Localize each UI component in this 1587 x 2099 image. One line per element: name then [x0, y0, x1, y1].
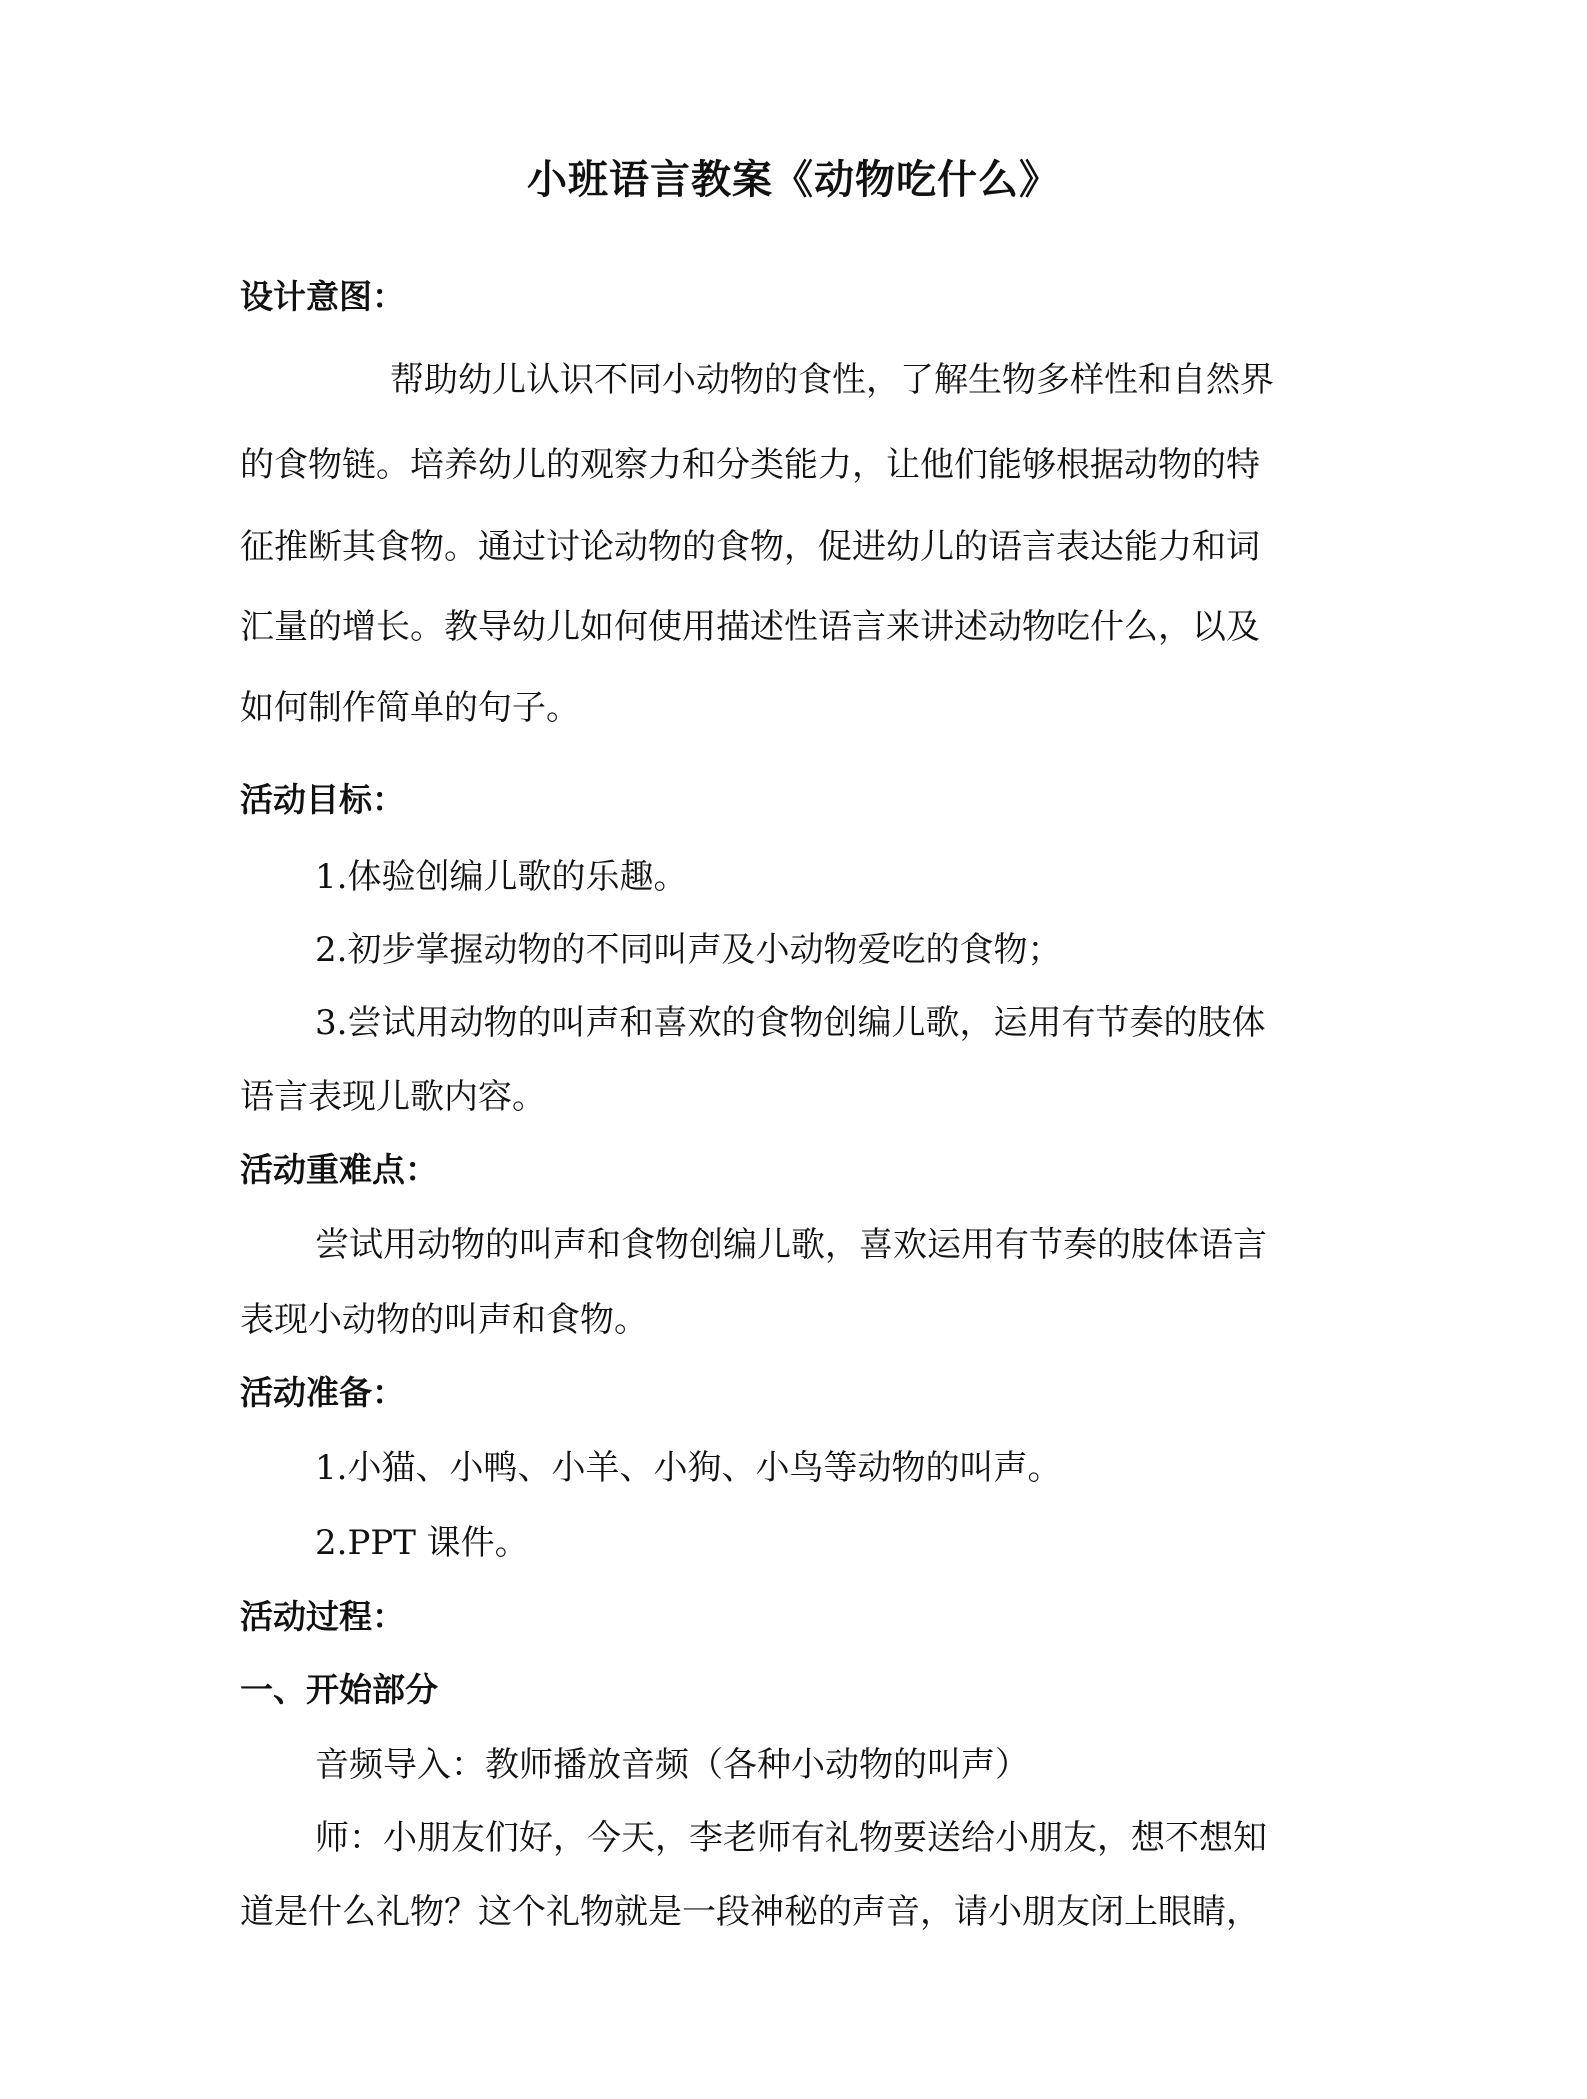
- paragraph-line: 师：小朋友们好，今天，李老师有礼物要送给小朋友，想不想知: [315, 1818, 1267, 1858]
- paragraph-line: 如何制作简单的句子。: [240, 688, 580, 728]
- goal-item: 2.初步掌握动物的不同叫声及小动物爱吃的食物；: [315, 930, 1062, 970]
- goal-item: 3.尝试用动物的叫声和喜欢的食物创编儿歌，运用有节奏的肢体: [315, 1003, 1266, 1043]
- subsection-heading-part1: 一、开始部分: [240, 1670, 438, 1709]
- document-title: 小班语言教案《动物吃什么》: [527, 157, 1060, 203]
- paragraph-line: 表现小动物的叫声和食物。: [240, 1300, 648, 1340]
- paragraph-line: 征推断其食物。通过讨论动物的食物，促进幼儿的语言表达能力和词: [240, 527, 1260, 567]
- paragraph-line: 的食物链。培养幼儿的观察力和分类能力，让他们能够根据动物的特: [240, 445, 1260, 485]
- paragraph-line: 汇量的增长。教导幼儿如何使用描述性语言来讲述动物吃什么，以及: [240, 607, 1260, 647]
- section-heading-key-points: 活动重难点：: [240, 1150, 438, 1189]
- preparation-item: 1.小猫、小鸭、小羊、小狗、小鸟等动物的叫声。: [315, 1448, 1062, 1488]
- paragraph-line: 尝试用动物的叫声和食物创编儿歌，喜欢运用有节奏的肢体语言: [315, 1225, 1267, 1265]
- paragraph-line: 帮助幼儿认识不同小动物的食性，了解生物多样性和自然界: [390, 360, 1274, 400]
- goal-item: 1.体验创编儿歌的乐趣。: [315, 857, 688, 897]
- section-heading-design-intent: 设计意图：: [240, 277, 405, 316]
- section-heading-process: 活动过程：: [240, 1597, 405, 1636]
- paragraph-line: 音频导入：教师播放音频（各种小动物的叫声）: [315, 1745, 1029, 1785]
- section-heading-preparation: 活动准备：: [240, 1373, 405, 1412]
- section-heading-goals: 活动目标：: [240, 780, 405, 819]
- preparation-item: 2.PPT 课件。: [315, 1523, 529, 1563]
- paragraph-line: 道是什么礼物？这个礼物就是一段神秘的声音，请小朋友闭上眼睛，: [240, 1892, 1260, 1932]
- goal-item-continued: 语言表现儿歌内容。: [240, 1077, 546, 1117]
